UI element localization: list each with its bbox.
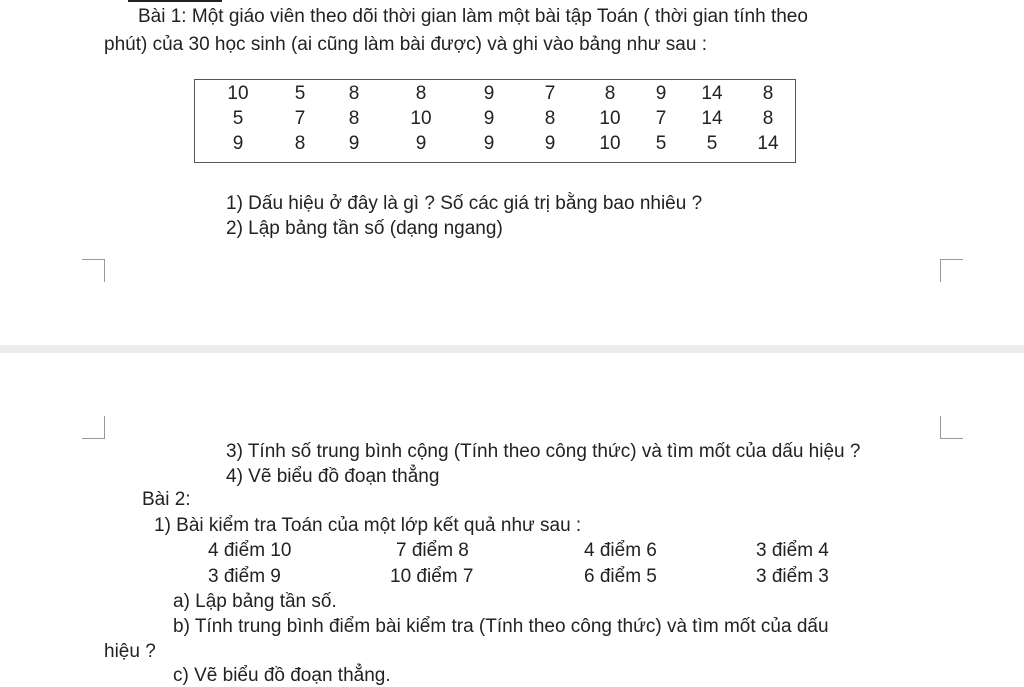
table-cell: 9 (544, 133, 556, 154)
table-cell: 5 (294, 83, 306, 104)
heading-underline (128, 0, 222, 2)
bai1-question-3: 3) Tính số trung bình cộng (Tính theo công thức) và tìm mốt của dấu hiệu ? (226, 441, 861, 462)
bai2-intro: 1) Bài kiểm tra Toán của một lớp kết quả như sau : (154, 515, 582, 536)
table-cell: 8 (604, 83, 616, 104)
bai1-question-1: 1) Dấu hiệu ở đây là gì ? Số các giá trị bằng bao nhiêu ? (226, 193, 703, 214)
table-cell: 9 (415, 133, 427, 154)
table-cell: 10 (599, 133, 621, 154)
score-item: 6 điểm 5 (584, 566, 657, 587)
table-cell: 9 (232, 133, 244, 154)
bai1-question-2: 2) Lập bảng tần số (dạng ngang) (226, 218, 503, 239)
table-cell: 8 (294, 133, 306, 154)
document-page-2 (0, 353, 1024, 686)
table-cell: 7 (294, 108, 306, 129)
score-item: 3 điểm 3 (756, 566, 829, 587)
bai2-question-c: c) Vẽ biểu đồ đoạn thẳng. (173, 665, 391, 686)
bai2-question-b-line1: b) Tính trung bình điểm bài kiểm tra (Tính theo công thức) và tìm mốt của dấu (173, 616, 829, 637)
table-cell: 10 (410, 108, 432, 129)
table-cell: 7 (544, 83, 556, 104)
table-cell: 9 (655, 83, 667, 104)
table-cell: 14 (701, 108, 723, 129)
page-corner-mark (82, 416, 105, 439)
page-corner-mark (940, 416, 963, 439)
data-table (194, 79, 796, 163)
table-cell: 9 (483, 83, 495, 104)
table-cell: 14 (757, 133, 779, 154)
table-cell: 8 (544, 108, 556, 129)
table-cell: 8 (415, 83, 427, 104)
table-cell: 9 (483, 108, 495, 129)
score-item: 10 điểm 7 (390, 566, 474, 587)
bai1-intro-line1: Bài 1: Một giáo viên theo dõi thời gian làm một bài tập Toán ( thời gian tính theo (138, 6, 808, 27)
table-cell: 9 (348, 133, 360, 154)
bai1-question-4: 4) Vẽ biểu đồ đoạn thẳng (226, 466, 440, 487)
table-cell: 10 (599, 108, 621, 129)
score-item: 4 điểm 10 (208, 540, 292, 561)
table-cell: 10 (227, 83, 249, 104)
score-item: 3 điểm 9 (208, 566, 281, 587)
score-item: 4 điểm 6 (584, 540, 657, 561)
score-item: 7 điểm 8 (396, 540, 469, 561)
table-cell: 8 (348, 108, 360, 129)
bai2-question-a: a) Lập bảng tần số. (173, 591, 337, 612)
table-cell: 8 (762, 108, 774, 129)
page-corner-mark (940, 259, 963, 282)
score-item: 3 điểm 4 (756, 540, 829, 561)
table-cell: 9 (483, 133, 495, 154)
table-cell: 5 (655, 133, 667, 154)
table-cell: 8 (762, 83, 774, 104)
bai2-question-b-line2: hiệu ? (104, 641, 156, 662)
table-cell: 8 (348, 83, 360, 104)
table-cell: 14 (701, 83, 723, 104)
bai1-intro-line2: phút) của 30 học sinh (ai cũng làm bài được) và ghi vào bảng như sau : (104, 34, 707, 55)
table-cell: 5 (706, 133, 718, 154)
table-cell: 7 (655, 108, 667, 129)
bai2-title: Bài 2: (142, 489, 191, 510)
page-separator (0, 345, 1024, 353)
page-corner-mark (82, 259, 105, 282)
table-cell: 5 (232, 108, 244, 129)
